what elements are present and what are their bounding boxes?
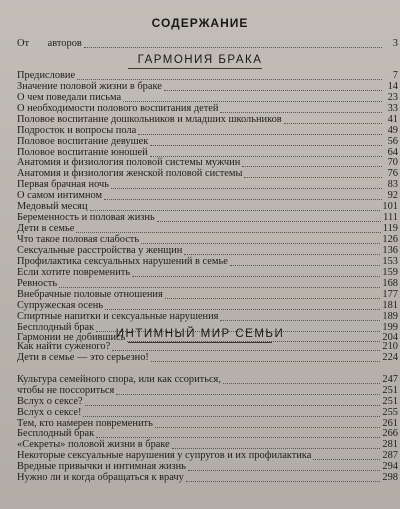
entry-page: 224: [382, 351, 398, 363]
entry-page: 251: [382, 384, 398, 396]
leader-dots: [157, 221, 381, 222]
entry-title: Гармонии не добившись: [17, 332, 126, 344]
section-entries-harmony: [17, 71, 398, 344]
entry-page: 64: [387, 146, 398, 158]
entry-title: чтобы не поссориться: [17, 384, 115, 396]
entry-title: Сексуальные расстройства у женщин: [17, 244, 183, 256]
entry-page: 119: [382, 223, 398, 235]
entry-page: 199: [382, 321, 398, 333]
toc-entry: [17, 353, 398, 364]
leader-dots: [138, 134, 382, 135]
toc-entry: [17, 312, 398, 323]
leader-dots: [112, 350, 380, 351]
leader-dots: [164, 90, 382, 91]
entry-page: 298: [382, 472, 398, 484]
leader-dots: [116, 394, 380, 395]
leader-dots: [77, 79, 382, 80]
leader-dots: [244, 177, 382, 178]
entry-page: 56: [387, 135, 398, 147]
section-entries-intimate: [17, 342, 398, 484]
leader-dots: [141, 243, 380, 244]
entry-page: 83: [387, 179, 398, 191]
entry-title: О необходимости полового воспитания детей: [17, 102, 219, 114]
leader-dots: [84, 47, 382, 48]
entry-title: «Секреты» половой жизни в браке: [17, 439, 170, 451]
leader-dots: [105, 309, 380, 310]
entry-title: Вредные привычки и интимная жизнь: [17, 461, 186, 473]
entry-title: Спиртные напитки и сексуальные нарушения: [17, 310, 219, 322]
preface-entry: [17, 39, 398, 50]
entry-title: Профилактика сексуальных нарушений в семье: [17, 255, 228, 267]
toc-entry: [17, 213, 398, 224]
leader-dots: [155, 427, 381, 428]
entry-page: 255: [382, 406, 398, 418]
entry-title: Дети в семье — это серьезно!: [17, 351, 149, 363]
toc-entry: [17, 268, 398, 279]
leader-dots: [313, 459, 380, 460]
entry-title: Бесплодный брак: [17, 321, 95, 333]
section-title-harmony: ГАРМОНИЯ БРАКА: [137, 54, 263, 66]
leader-dots: [186, 481, 381, 482]
entry-page: 111: [383, 212, 398, 224]
entry-page: 101: [382, 201, 398, 213]
entry-page: 14: [387, 80, 398, 92]
leader-dots: [111, 188, 382, 189]
entry-page: 153: [382, 255, 398, 267]
entry-title: О чем поведали письма: [17, 91, 122, 103]
entry-page: 287: [382, 450, 398, 462]
entry-title: Значение половой жизни в браке: [17, 80, 162, 92]
entry-title: Анатомия и физиология женской половой системы: [17, 168, 243, 180]
entry-title: Половое воспитание дошкольников и младших школьников: [17, 113, 282, 125]
toc-entry: [17, 408, 398, 419]
entry-page: 3: [392, 37, 398, 49]
entry-page: 294: [382, 461, 398, 473]
toc-entry: [17, 397, 398, 408]
toc-entry: [17, 126, 398, 137]
leader-dots: [123, 101, 382, 102]
entry-page: 23: [387, 91, 398, 103]
entry-title: Половое воспитание юношей: [17, 146, 148, 158]
entry-page: 181: [382, 299, 398, 311]
leader-dots: [96, 437, 380, 438]
leader-dots: [223, 383, 380, 384]
entry-page: 136: [382, 244, 398, 256]
entry-title: Внебрачные половые отношения: [17, 288, 163, 300]
entry-title: Медовый месяц: [17, 201, 88, 213]
entry-page: 92: [387, 190, 398, 202]
entry-page: 126: [382, 234, 398, 246]
leader-dots: [150, 145, 382, 146]
leader-dots: [151, 361, 381, 362]
entry-title: Вслух о сексе!: [17, 406, 82, 418]
entry-page: 266: [382, 428, 398, 440]
entry-title: Бесплодный брак: [17, 428, 95, 440]
leader-dots: [220, 112, 382, 113]
toc-title: СОДЕРЖАНИЕ: [151, 16, 249, 30]
entry-title: Вслух о сексе?: [17, 395, 83, 407]
toc-entry: [17, 301, 398, 312]
leader-dots: [172, 448, 381, 449]
section-rule: [128, 68, 262, 69]
entry-title: Нужно ли и когда обращаться к врачу: [17, 472, 184, 484]
entry-title: Если хотите повременить: [17, 266, 131, 278]
entry-title: Первая брачная ночь: [17, 179, 109, 191]
toc-entry: [17, 473, 398, 484]
entry-page: 189: [382, 310, 398, 322]
entry-page: 281: [382, 439, 398, 451]
leader-dots: [104, 199, 382, 200]
entry-page: 210: [382, 340, 398, 352]
leader-dots: [165, 298, 381, 299]
leader-dots: [150, 156, 382, 157]
entry-title: Анатомия и физиология половой системы мужчин: [17, 157, 241, 169]
entry-page: 251: [382, 395, 398, 407]
entry-page: 33: [387, 102, 398, 114]
leader-dots: [132, 276, 380, 277]
entry-title: Супружеская осень: [17, 299, 104, 311]
entry-page: 41: [387, 113, 398, 125]
entry-page: 261: [382, 417, 398, 429]
leader-dots: [230, 265, 381, 266]
leader-dots: [83, 416, 380, 417]
entry-title: Половое воспитание девушек: [17, 135, 149, 147]
entry-title: Что такое половая слабость: [17, 234, 140, 246]
leader-dots: [284, 123, 382, 124]
leader-dots: [220, 320, 380, 321]
entry-page: 7: [392, 69, 398, 81]
leader-dots: [90, 210, 381, 211]
entry-title: Подросток и вопросы пола: [17, 124, 137, 136]
entry-page: 168: [382, 277, 398, 289]
entry-title: О самом интимном: [17, 190, 103, 202]
entry-page: 159: [382, 266, 398, 278]
leader-dots: [85, 405, 381, 406]
toc-entry: [17, 137, 398, 148]
leader-dots: [184, 254, 380, 255]
entry-title: Культура семейного спора, или как ссориться,: [17, 373, 221, 385]
entry-title: Некоторые сексуальные нарушения у супругов и их профилактика: [17, 450, 312, 462]
leader-dots: [242, 166, 382, 167]
entry-title: Предисловие: [17, 69, 76, 81]
entry-page: 204: [382, 332, 398, 344]
entry-page: 247: [382, 373, 398, 385]
entry-page: 177: [382, 288, 398, 300]
entry-title: От авторов: [17, 37, 82, 49]
section-title-intimate: ИНТИМНЫЙ МИР СЕМЬИ: [115, 328, 285, 340]
entry-page: 70: [387, 157, 398, 169]
entry-title: Беременность и половая жизнь: [17, 212, 155, 224]
entry-title: Как найти суженого?: [17, 340, 111, 352]
leader-dots: [76, 232, 380, 233]
entry-title: Тем, кто намерен повременить: [17, 417, 153, 429]
leader-dots: [188, 470, 380, 471]
entry-page: 76: [387, 168, 398, 180]
entry-title: Ревность: [17, 277, 58, 289]
leader-dots: [59, 287, 380, 288]
entry-title: Дети в семье: [17, 223, 75, 235]
entry-page: 49: [387, 124, 398, 136]
